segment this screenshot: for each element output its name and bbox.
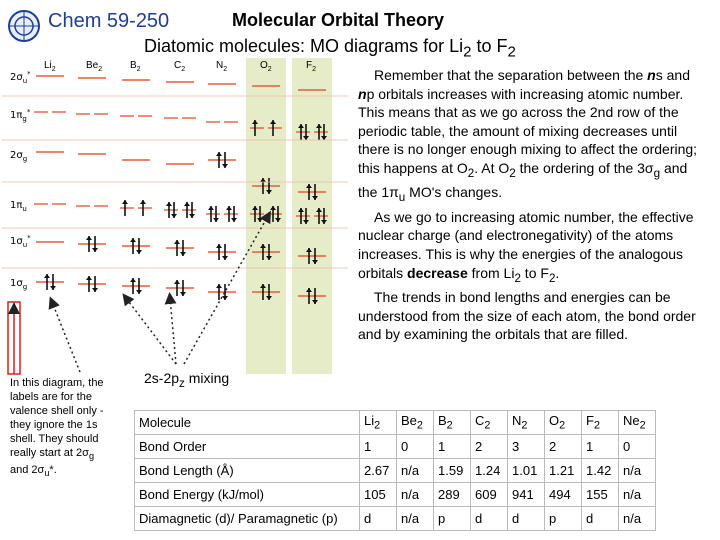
- orbital-label: $2\sigma_u^*$: [10, 70, 31, 85]
- university-logo: [4, 6, 44, 46]
- table-cell: 494: [545, 483, 582, 507]
- column-header: $C_2$: [471, 411, 508, 435]
- table-cell: 1: [434, 435, 471, 459]
- paragraph-ordering: Remember that the separation between the ns and np orbitals increases with increasing atomic number. This means that as we go across the 2nd row of the periodic table, the amount of mixing decreases until there is no longer enough mixing to affect the ordering; this happens at $O_2$. At $O_2$ the ordering of the $3\sigma_g$ and the $1\pi_u$ MO's changes.: [358, 67, 698, 205]
- course-code: Chem 59-250: [48, 10, 170, 32]
- column-header: $N_2$: [508, 411, 545, 435]
- arrow-head: [171, 214, 177, 218]
- row-label: Bond Energy (kJ/mol): [135, 483, 360, 507]
- page-title: Molecular Orbital Theory: [232, 10, 445, 30]
- shaded-column: [246, 58, 286, 374]
- table-cell: 3: [508, 435, 545, 459]
- table-cell: n/a: [619, 459, 656, 483]
- table-cell: n/a: [397, 507, 434, 531]
- table-cell: p: [545, 507, 582, 531]
- orbital-label: $1\sigma_g$: [10, 278, 28, 291]
- table-cell: d: [360, 507, 397, 531]
- table-row: [135, 411, 656, 435]
- column-header: $Li_2$: [360, 411, 397, 435]
- column-header: $Ne_2$: [619, 411, 656, 435]
- arrow-head: [213, 218, 219, 222]
- arrow-head: [130, 278, 136, 282]
- arrow-head: [216, 152, 222, 156]
- arrow-head: [136, 290, 142, 294]
- arrow-head: [184, 202, 190, 206]
- column-header: $B_2$: [434, 411, 471, 435]
- table-cell: 1.21: [545, 459, 582, 483]
- page-subtitle: Diatomic molecules: MO diagrams for $Li_2$ to $F_2$: [144, 36, 516, 61]
- table-row: [135, 459, 656, 483]
- table-cell: d: [582, 507, 619, 531]
- table-cell: 1.01: [508, 459, 545, 483]
- table-cell: 2.67: [360, 459, 397, 483]
- table-cell: 2: [545, 435, 582, 459]
- mo-diagram: [0, 56, 350, 374]
- molecule-label: $F_2$: [306, 60, 317, 73]
- molecule-label: $Be_2$: [86, 60, 103, 73]
- column-header: $Be_2$: [397, 411, 434, 435]
- table-cell: 1: [582, 435, 619, 459]
- orbital-label: $1\pi_u$: [10, 200, 27, 213]
- arrow-head: [92, 248, 98, 252]
- molecule-label: $N_2$: [216, 60, 228, 73]
- row-label: Diamagnetic (d)/ Paramagnetic (p): [135, 507, 360, 531]
- paragraph-nuclear-charge: As we go to increasing atomic number, the effective nuclear charge (and electronegativity) of the atoms increases. This is why the energies of the analogous orbitals decrease from $Li_2$ to $F_2$.: [358, 208, 694, 285]
- mixing-label: $2s-2p_z$ mixing: [144, 370, 230, 390]
- column-header: $F_2$: [582, 411, 619, 435]
- table-cell: n/a: [619, 483, 656, 507]
- arrow-head: [208, 206, 214, 210]
- arrow-head: [122, 200, 128, 204]
- table-cell: 609: [471, 483, 508, 507]
- orbital-label: $1\sigma_u^*$: [10, 234, 31, 249]
- column-header: $O_2$: [545, 411, 582, 435]
- arrow-head: [226, 206, 232, 210]
- table-cell: n/a: [619, 507, 656, 531]
- bond-properties-table: [134, 410, 656, 531]
- arrow-head: [86, 236, 92, 240]
- molecule-label: $C_2$: [174, 60, 186, 73]
- explanation-text: [358, 66, 702, 344]
- arrow-head: [216, 284, 222, 288]
- arrow-head: [50, 286, 56, 290]
- arrow-head: [222, 296, 228, 300]
- molecule-label: $Li_2$: [44, 60, 56, 73]
- arrow-head: [140, 200, 146, 204]
- table-cell: 1.42: [582, 459, 619, 483]
- table-cell: 1.59: [434, 459, 471, 483]
- table-row: [135, 483, 656, 507]
- arrow-head: [222, 256, 228, 260]
- table-cell: 1: [360, 435, 397, 459]
- arrow-head: [130, 238, 136, 242]
- arrow-head: [136, 250, 142, 254]
- table-cell: d: [471, 507, 508, 531]
- arrow-head: [180, 252, 186, 256]
- table-cell: d: [508, 507, 545, 531]
- table-cell: 155: [582, 483, 619, 507]
- table-cell: 0: [619, 435, 656, 459]
- arrow-head: [44, 274, 50, 278]
- arrow-head: [92, 288, 98, 292]
- arrow-head: [180, 292, 186, 296]
- row-label: Bond Order: [135, 435, 360, 459]
- table-cell: n/a: [397, 483, 434, 507]
- arrow-head: [86, 276, 92, 280]
- table-cell: 105: [360, 483, 397, 507]
- arrow-head: [222, 164, 228, 168]
- table-cell: 941: [508, 483, 545, 507]
- orbital-label: $1\pi_g^*$: [10, 108, 31, 123]
- table-cell: p: [434, 507, 471, 531]
- orbital-label: $2\sigma_g$: [10, 150, 28, 163]
- arrow-head: [174, 280, 180, 284]
- table-cell: 2: [471, 435, 508, 459]
- arrow-head: [166, 202, 172, 206]
- table-cell: 1.24: [471, 459, 508, 483]
- table-cell: n/a: [397, 459, 434, 483]
- molecule-label: $B_2$: [130, 60, 141, 73]
- row-label: Bond Length (Å): [135, 459, 360, 483]
- valence-label-note: In this diagram, the labels are for the valence shell only - they ignore the 1s shell. They should really start at $2\sigma_g$ and $2\sigma_u*$.: [10, 377, 104, 479]
- table-cell: 289: [434, 483, 471, 507]
- arrow-head: [231, 218, 237, 222]
- paragraph-trends: The trends in bond lengths and energies can be understood from the size of each atom, the bond order and by examining the orbitals that are filled.: [358, 288, 696, 343]
- molecule-label: $O_2$: [260, 60, 272, 73]
- arrow-head: [174, 240, 180, 244]
- table-row: [135, 435, 656, 459]
- row-label: Molecule: [135, 411, 360, 435]
- arrow-head: [189, 214, 195, 218]
- table-row: [135, 507, 656, 531]
- table-cell: 0: [397, 435, 434, 459]
- arrow-head: [216, 244, 222, 248]
